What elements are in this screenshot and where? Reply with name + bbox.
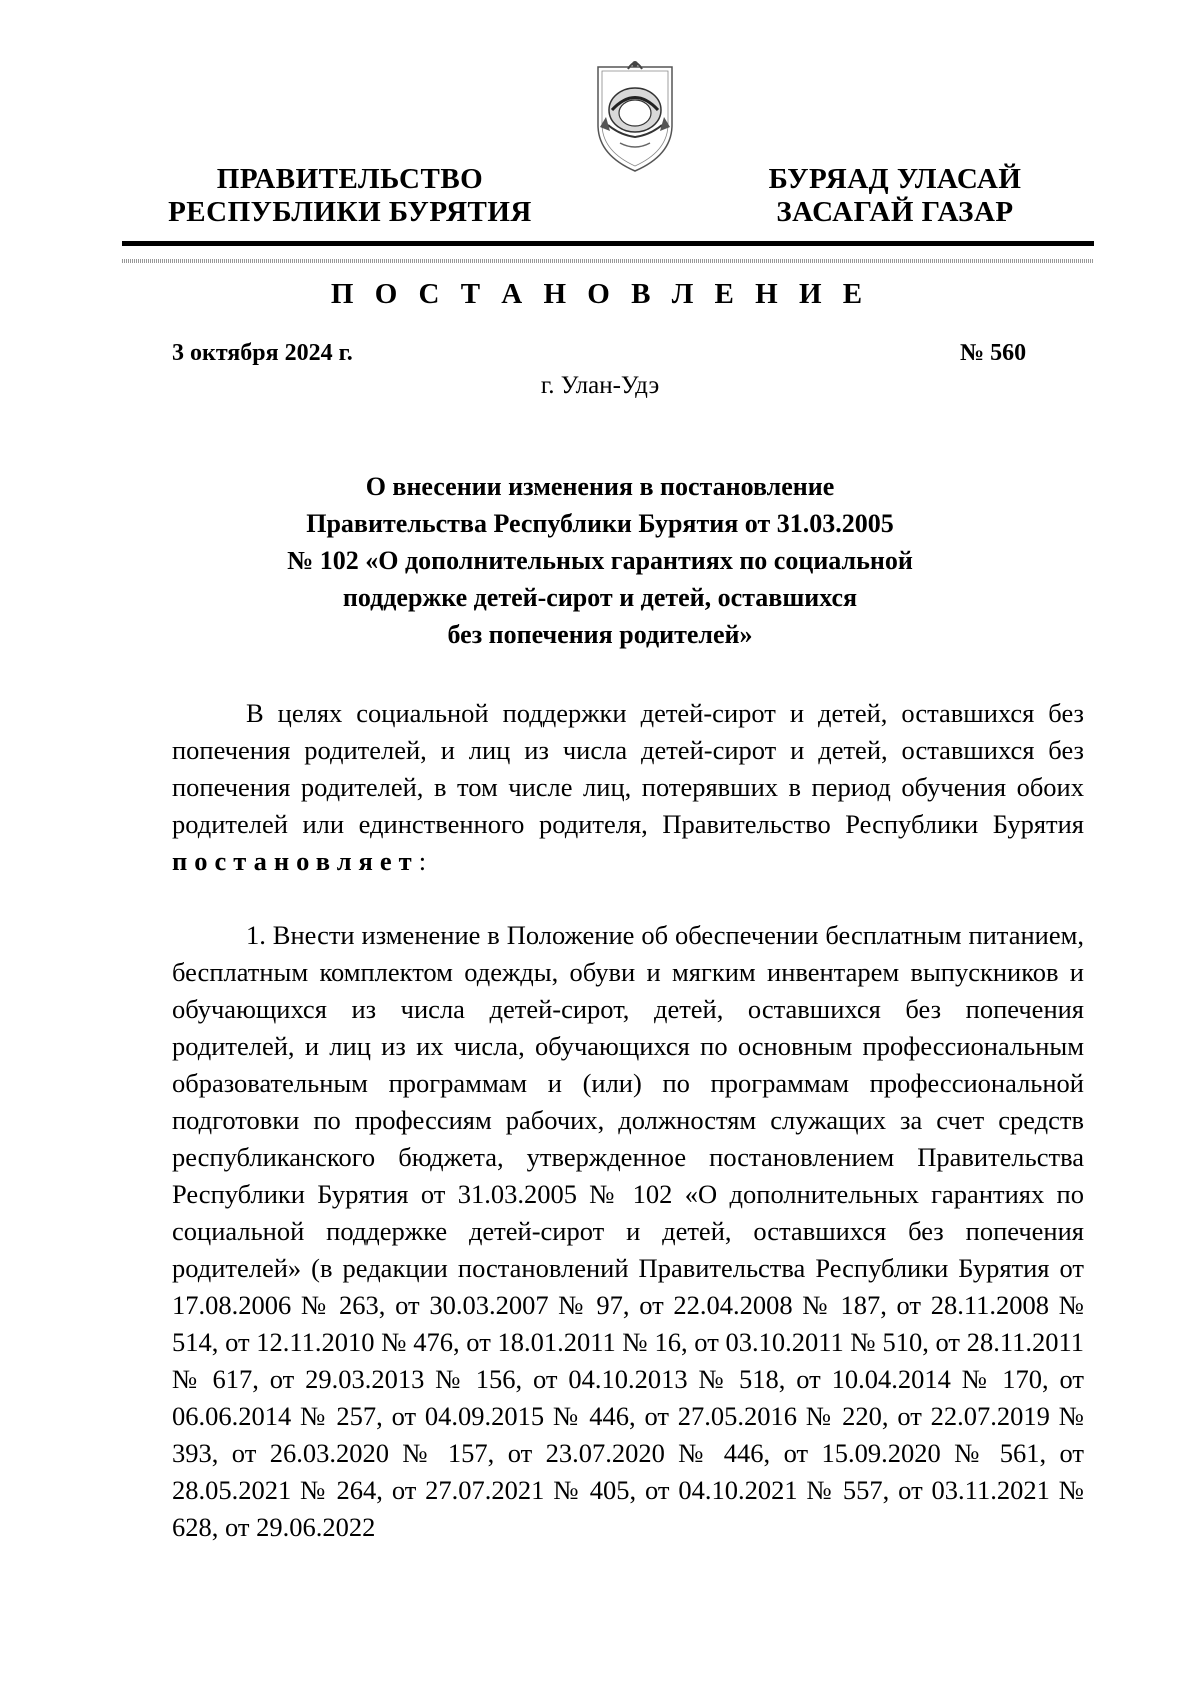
org-name-buryat-line1: БУРЯАД УЛАСАЙ bbox=[768, 163, 1022, 195]
resolves-word: постановляет bbox=[172, 846, 419, 876]
header-divider-thin bbox=[122, 259, 1094, 263]
preamble-paragraph bbox=[172, 695, 1084, 880]
org-name-buryat bbox=[730, 163, 1060, 229]
title-line-3: № 102 «О дополнительных гарантиях по социальной bbox=[287, 546, 913, 575]
header-divider-thick bbox=[122, 241, 1094, 246]
preamble-text: В целях социальной поддержки детей-сирот и детей, оставшихся без попечения родителей, и лиц из числа детей-сирот и детей, оставшихся без попечения родителей, в том числе лиц, потерявших в период обучения обоих родителей или единственного родителя, Правительство Республики Бурятия bbox=[172, 698, 1084, 839]
org-name-russian bbox=[160, 163, 540, 229]
org-name-russian-line1: ПРАВИТЕЛЬСТВО bbox=[216, 163, 484, 195]
title-line-5: без попечения родителей» bbox=[447, 620, 753, 649]
item-1-paragraph: 1. Внести изменение в Положение об обеспечении бесплатным питанием, бесплатным комплектом одежды, обуви и мягким инвентарем выпускников и обучающихся из числа детей-сирот, детей, оставшихся без попечения родителей, и лиц из их числа, обучающихся по основным профессиональным образовательным программам и (или) по программам профессиональной подготовки по профессиям рабочих, должностям служащих за счет средств республиканского бюджета, утвержденное постановлением Правительства Республики Бурятия от 31.03.2005 № 102 «О дополнительных гарантиях по социальной поддержке детей-сирот и детей, оставшихся без попечения родителей» (в редакции постановлений Правительства Республики Бурятия от 17.08.2006 № 263, от 30.03.2007 № 97, от 22.04.2008 № 187, от 28.11.2008 № 514, от 12.11.2010 № 476, от 18.01.2011 № 16, от 03.10.2011 № 510, от 28.11.2011 № 617, от 29.03.2013 № 156, от 04.10.2013 № 518, от 10.04.2014 № 170, от 06.06.2014 № 257, от 04.09.2015 № 446, от 27.05.2016 № 220, от 22.07.2019 № 393, от 26.03.2020 № 157, от 23.07.2020 № 446, от 15.09.2020 № 561, от 28.05.2021 № 264, от 27.07.2021 № 405, от 04.10.2021 № 557, от 03.11.2021 № 628, от 29.06.2022 bbox=[172, 920, 1084, 1542]
document-body bbox=[172, 695, 1084, 1583]
title-line-2: Правительства Республики Бурятия от 31.03.2005 bbox=[306, 509, 894, 538]
resolves-colon: : bbox=[418, 846, 427, 876]
document-type: П О С Т А Н О В Л Е Н И Е bbox=[330, 278, 870, 310]
title-line-4: поддержке детей-сирот и детей, оставшихся bbox=[342, 583, 858, 612]
document-number: № 560 bbox=[960, 340, 1027, 366]
title-line-1: О внесении изменения в постановление bbox=[365, 472, 835, 501]
document-header bbox=[0, 0, 1200, 270]
coat-of-arms-icon bbox=[590, 55, 680, 175]
document-date: 3 октября 2024 г. bbox=[172, 340, 353, 366]
org-name-buryat-line2: ЗАСАГАЙ ГАЗАР bbox=[776, 196, 1014, 228]
document-city: г. Улан-Удэ bbox=[540, 372, 660, 399]
org-name-russian-line2: РЕСПУБЛИКИ БУРЯТИЯ bbox=[168, 196, 532, 228]
document-title bbox=[150, 468, 1050, 653]
